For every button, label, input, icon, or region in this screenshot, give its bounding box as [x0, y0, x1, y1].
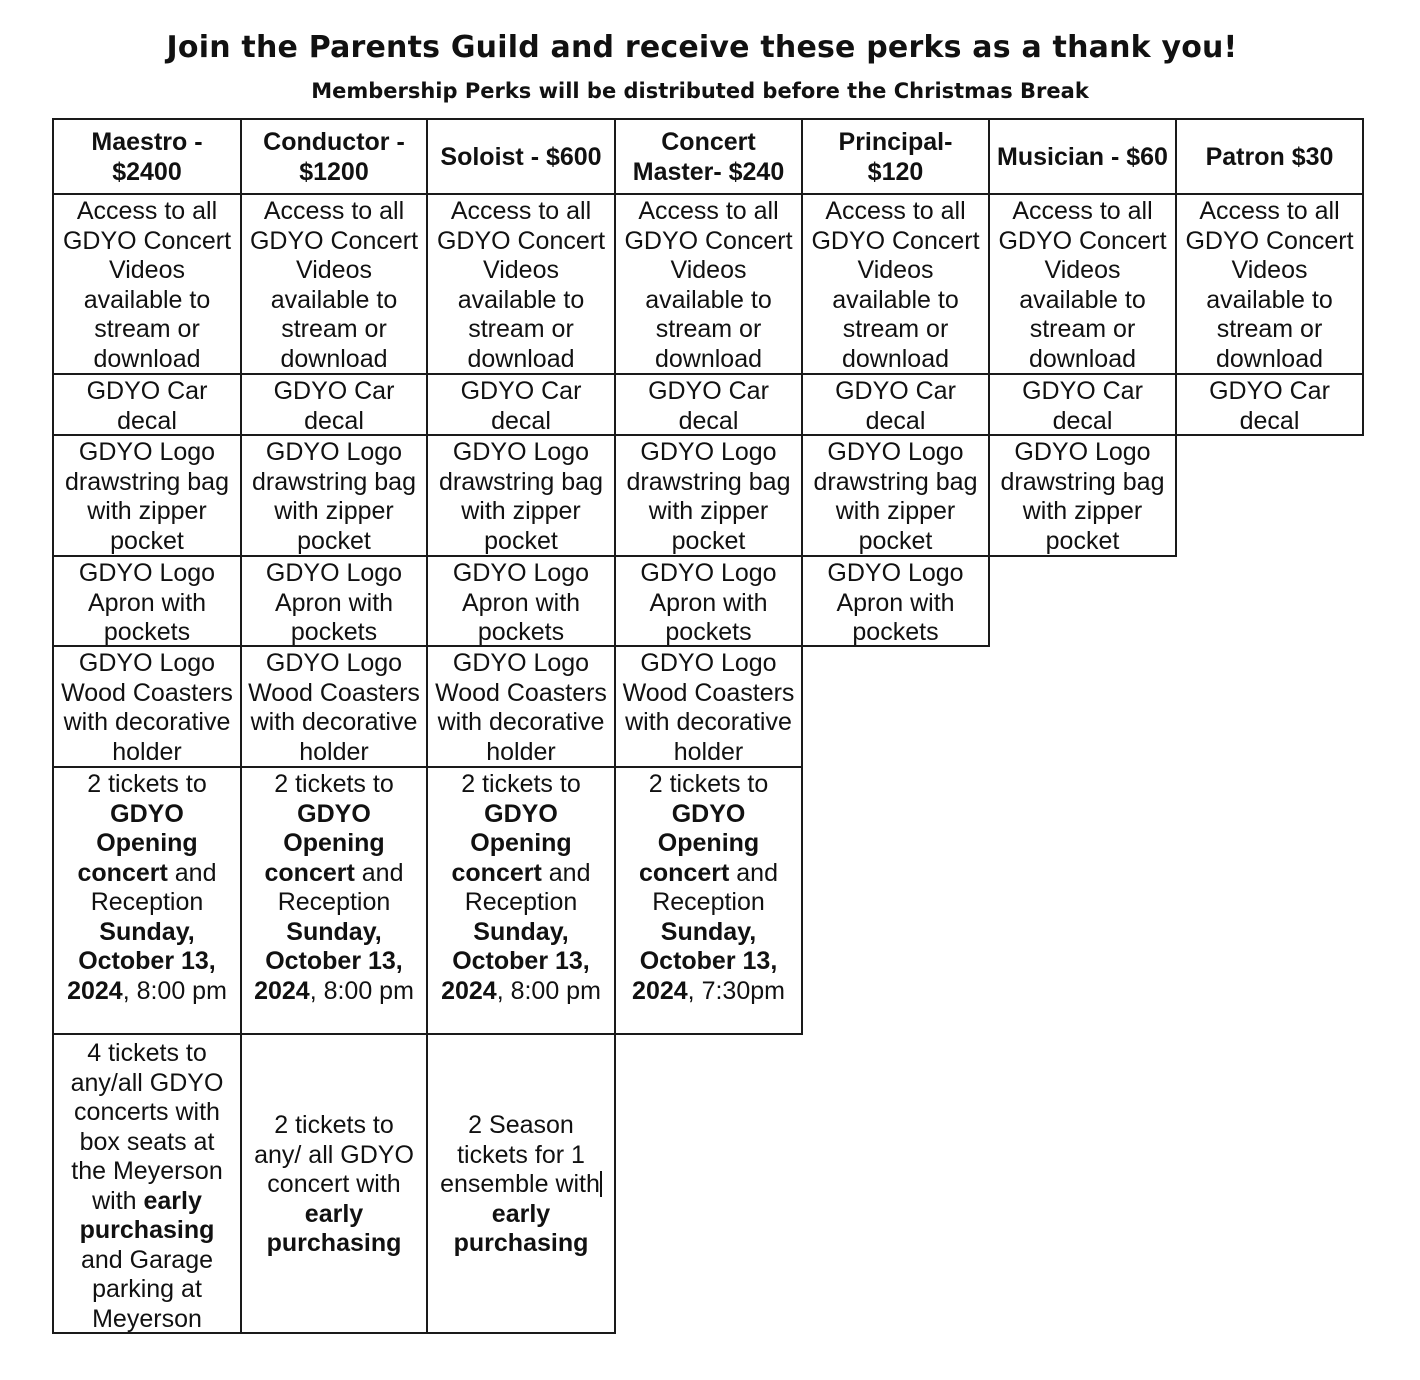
perk-apron-maestro: GDYO Logo Apron with pockets: [52, 555, 242, 647]
perk-coasters-soloist: GDYO Logo Wood Coasters with decorative holder: [426, 645, 616, 768]
tier-header-musician: Musician - $60: [988, 118, 1177, 195]
perk-decal-maestro: GDYO Car decal: [52, 373, 242, 436]
perk-videos-soloist: Access to all GDYO Concert Videos available to stream or download: [426, 193, 616, 375]
perk-bag-soloist: GDYO Logo drawstring bag with zipper pocket: [426, 434, 616, 557]
perk-videos-concert-master: Access to all GDYO Concert Videos available to stream or download: [614, 193, 803, 375]
perk-decal-concert-master: GDYO Car decal: [614, 373, 803, 436]
perk-bag-principal: GDYO Logo drawstring bag with zipper pocket: [801, 434, 990, 557]
perk-bag-conductor: GDYO Logo drawstring bag with zipper pocket: [240, 434, 428, 557]
perk-decal-soloist: GDYO Car decal: [426, 373, 616, 436]
perk-coasters-conductor: GDYO Logo Wood Coasters with decorative holder: [240, 645, 428, 768]
page-subtitle: Membership Perks will be distributed before the Christmas Break: [311, 79, 1089, 103]
perk-tickets-conductor: 2 tickets to any/ all GDYO concert with early purchasing: [240, 1033, 428, 1334]
perk-videos-musician: Access to all GDYO Concert Videos available to stream or download: [988, 193, 1177, 375]
perk-bag-musician: GDYO Logo drawstring bag with zipper pocket: [988, 434, 1177, 557]
perk-decal-musician: GDYO Car decal: [988, 373, 1177, 436]
perk-bag-concert-master: GDYO Logo drawstring bag with zipper pocket: [614, 434, 803, 557]
perk-coasters-concert-master: GDYO Logo Wood Coasters with decorative holder: [614, 645, 803, 768]
perk-apron-conductor: GDYO Logo Apron with pockets: [240, 555, 428, 647]
tier-header-patron: Patron $30: [1175, 118, 1364, 195]
tier-header-conductor: Conductor - $1200: [240, 118, 428, 195]
tier-header-soloist: Soloist - $600: [426, 118, 616, 195]
perk-decal-patron: GDYO Car decal: [1175, 373, 1364, 436]
perk-tickets-maestro: 4 tickets to any/all GDYO concerts with box seats at the Meyerson with early purchasing and Garage parking at Meyerson: [52, 1033, 242, 1334]
tier-header-maestro: Maestro - $2400: [52, 118, 242, 195]
perk-coasters-maestro: GDYO Logo Wood Coasters with decorative holder: [52, 645, 242, 768]
perk-opening-concert-conductor: 2 tickets to GDYO Opening concert and Reception Sunday, October 13, 2024, 8:00 pm: [240, 766, 428, 1035]
perk-opening-concert-soloist: 2 tickets to GDYO Opening concert and Reception Sunday, October 13, 2024, 8:00 pm: [426, 766, 616, 1035]
perk-opening-concert-concert-master: 2 tickets to GDYO Opening concert and Reception Sunday, October 13, 2024, 7:30pm: [614, 766, 803, 1035]
perk-videos-principal: Access to all GDYO Concert Videos available to stream or download: [801, 193, 990, 375]
perk-decal-conductor: GDYO Car decal: [240, 373, 428, 436]
perk-apron-concert-master: GDYO Logo Apron with pockets: [614, 555, 803, 647]
perk-decal-principal: GDYO Car decal: [801, 373, 990, 436]
tier-header-principal: Principal- $120: [801, 118, 990, 195]
perk-videos-patron: Access to all GDYO Concert Videos available to stream or download: [1175, 193, 1364, 375]
perk-videos-conductor: Access to all GDYO Concert Videos available to stream or download: [240, 193, 428, 375]
perk-videos-maestro: Access to all GDYO Concert Videos available to stream or download: [52, 193, 242, 375]
perk-tickets-soloist: 2 Season tickets for 1 ensemble with early purchasing: [426, 1033, 616, 1334]
tier-header-concert-master: Concert Master- $240: [614, 118, 803, 195]
perk-apron-soloist: GDYO Logo Apron with pockets: [426, 555, 616, 647]
page-title: Join the Parents Guild and receive these perks as a thank you!: [166, 30, 1238, 65]
text-cursor: [600, 1171, 602, 1197]
perk-opening-concert-maestro: 2 tickets to GDYO Opening concert and Reception Sunday, October 13, 2024, 8:00 pm: [52, 766, 242, 1035]
perk-bag-maestro: GDYO Logo drawstring bag with zipper pocket: [52, 434, 242, 557]
perk-apron-principal: GDYO Logo Apron with pockets: [801, 555, 990, 647]
